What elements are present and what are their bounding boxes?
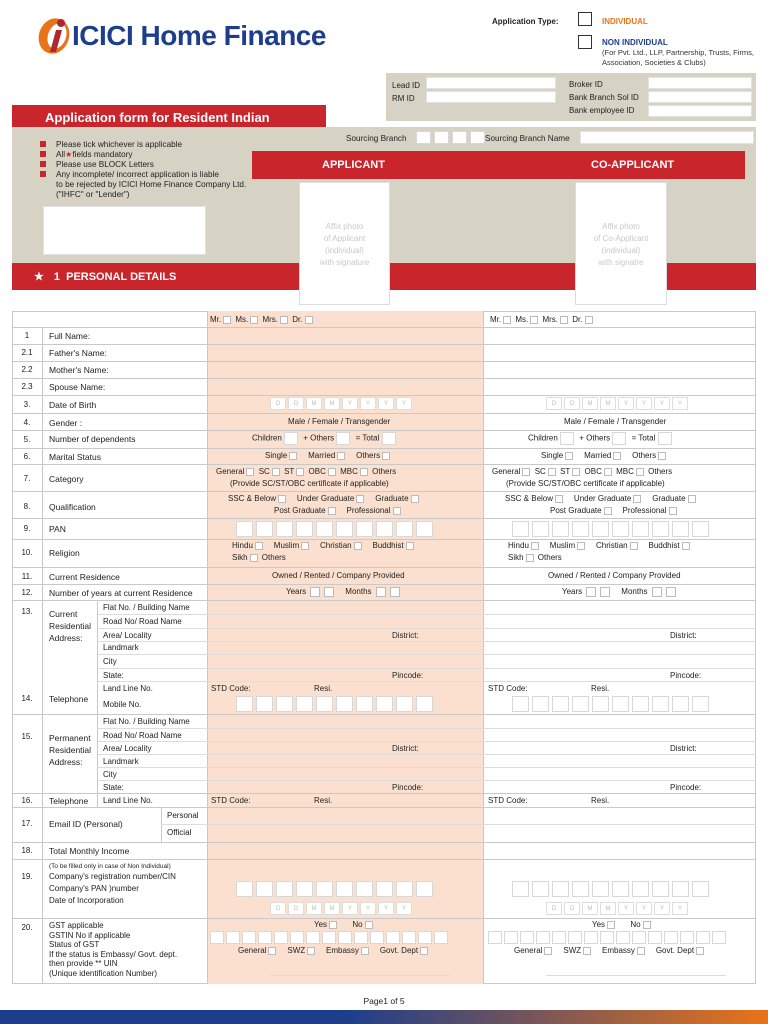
co-applicant-pan-boxes[interactable] [512,521,712,537]
co-applicant-residence[interactable]: Owned / Rented / Company Provided [548,571,681,580]
broker-id-field[interactable] [648,77,752,89]
co-applicant-std[interactable]: STD Code: [488,684,528,693]
current-address-label: Current Residential Address: [49,609,92,643]
applicant-std[interactable]: STD Code: [211,684,251,693]
father-name-label: Father's Name: [49,348,107,358]
co-applicant-dob-boxes[interactable]: D D M M Y Y Y Y [546,397,690,410]
company-info-label: (To be filled only in case of Non Individual) Company's registration number/CIN Company's PAN )number Date of Incorporation [49,863,176,905]
applicant-dob-boxes[interactable]: D D M M Y Y Y Y [270,397,414,410]
qualification-label: Qualification [49,502,96,512]
co-applicant-marital[interactable]: Single Married Others [541,451,668,460]
applicant-gst-applicable[interactable]: Yes No [314,920,375,929]
gst-label: GST applicable GSTIN No if applicable Status of GST If the status is Embassy/ Govt. dept. then provide ** UIN (Unique identification Number) [49,921,178,978]
footer-bar [0,1010,768,1024]
religion-label: Religion [49,548,80,558]
applicant-gender[interactable]: Male / Female / Transgender [288,417,391,426]
individual-label: INDIVIDUAL [602,17,648,26]
applicant-photo-box[interactable]: Affix photo of Applicant (individual) with signature [299,182,390,305]
sol-id-label: Bank Branch Sol ID [569,93,639,102]
co-applicant-gst-applicable[interactable]: Yes No [592,920,653,929]
permanent-address-label: Permanent Residential Address: [49,733,92,767]
category-label: Category [49,474,84,484]
applicant-category[interactable]: General SC ST OBC MBC Others [216,467,397,476]
lead-id-label: Lead ID [392,81,421,90]
co-applicant-titles[interactable]: Mr. Ms. Mrs. Dr. [490,315,595,324]
full-name-label: Full Name: [49,331,91,341]
pan-label: PAN [49,524,66,534]
telephone-label: Telephone [49,694,89,704]
years-residence-label: Number of years at current Residence [49,588,193,598]
co-applicant-gstin-boxes[interactable] [488,931,728,944]
applicant-marital[interactable]: Single Married Others [265,451,392,460]
applicant-religion[interactable]: Hindu Muslim Christian Buddhist [232,541,416,550]
mother-name-label: Mother's Name: [49,365,109,375]
co-applicant-mobile-boxes[interactable] [512,696,712,712]
employee-id-field[interactable] [648,105,752,117]
sourcing-branch-name-label: Sourcing Branch Name [485,134,570,143]
non-individual-note: (For Pvt. Ltd., LLP, Partnership, Trusts, Firms, Association, Societies & Clubs) [602,48,754,67]
form-title: Application form for Resident Indian [45,110,270,125]
marital-label: Marital Status [49,452,101,462]
icici-logo-icon [34,14,74,56]
applicant-residence[interactable]: Owned / Rented / Company Provided [272,571,405,580]
non-individual-checkbox[interactable] [578,35,592,49]
applicant-years[interactable]: Years Months [286,587,402,597]
sourcing-branch-label: Sourcing Branch [346,134,407,143]
section-title: ★ 1 PERSONAL DETAILS [34,271,177,283]
spouse-name-label: Spouse Name: [49,382,106,392]
co-applicant-qualification[interactable]: SSC & Below Under Graduate Graduate [505,494,698,503]
sourcing-branch-boxes[interactable] [416,131,488,144]
co-applicant-header: CO-APPLICANT [591,159,675,171]
dependents-label: Number of dependents [49,434,136,444]
applicant-qualification[interactable]: SSC & Below Under Graduate Graduate [228,494,421,503]
individual-checkbox[interactable] [578,12,592,26]
rm-id-label: RM ID [392,94,415,103]
employee-id-label: Bank employee ID [569,106,635,115]
page-number: Page1 of 5 [363,996,405,1006]
applicant-gst-status[interactable]: General SWZ Embassy Govt. Dept [238,946,430,955]
gender-label: Gender : [49,418,83,428]
co-applicant-religion[interactable]: Hindu Muslim Christian Buddhist [508,541,692,550]
co-applicant-incorporation-date[interactable]: D D M M Y Y Y Y [546,902,690,915]
lead-id-field[interactable] [426,77,556,89]
rm-id-field[interactable] [426,91,556,103]
sourcing-branch-name-field[interactable] [580,131,754,144]
co-applicant-dependents[interactable]: Children + Others = Total [528,432,675,445]
applicant-cin-boxes[interactable] [236,881,436,897]
logo-text: ICICI Home Finance [72,20,326,51]
co-applicant-cin-boxes[interactable] [512,881,712,897]
star-icon: ★ [34,271,44,283]
email-label: Email ID (Personal) [49,819,123,829]
logo [34,14,404,58]
current-residence-label: Current Residence [49,572,120,582]
applicant-gstin-boxes[interactable] [210,931,450,944]
broker-id-label: Broker ID [569,80,603,89]
instructions-box[interactable] [43,206,206,255]
applicant-dependents[interactable]: Children + Others = Total [252,432,399,445]
co-applicant-photo-box[interactable]: Affix photo of Co-Applicant (individual) with signatre [575,182,667,305]
non-individual-label: NON INDIVIDUAL [602,38,668,47]
application-type-label: Application Type: [492,17,559,26]
co-applicant-gender[interactable]: Male / Female / Transgender [564,417,667,426]
co-applicant-gst-status[interactable]: General SWZ Embassy Govt. Dept [514,946,706,955]
dob-label: Date of Birth [49,400,97,410]
applicant-titles[interactable]: Mr. Ms. Mrs. Dr. [210,315,315,324]
instructions: Please tick whichever is applicable All★fields mandatory Please use BLOCK Letters Any incomplete/ incorrect application is liable to be rejected by ICICI Home Finance Company Ltd. ("IHFC" or "Lender") [40,140,246,200]
monthly-income-label: Total Monthly Income [49,846,130,856]
applicant-header: APPLICANT [322,159,385,171]
applicant-incorporation-date[interactable]: D D M M Y Y Y Y [270,902,414,915]
co-applicant-category[interactable]: General SC ST OBC MBC Others [492,467,673,476]
co-applicant-years[interactable]: Years Months [562,587,678,597]
sol-id-field[interactable] [648,91,752,103]
applicant-mobile-boxes[interactable] [236,696,436,712]
perm-telephone-label: Telephone [49,796,89,806]
applicant-pan-boxes[interactable] [236,521,436,537]
